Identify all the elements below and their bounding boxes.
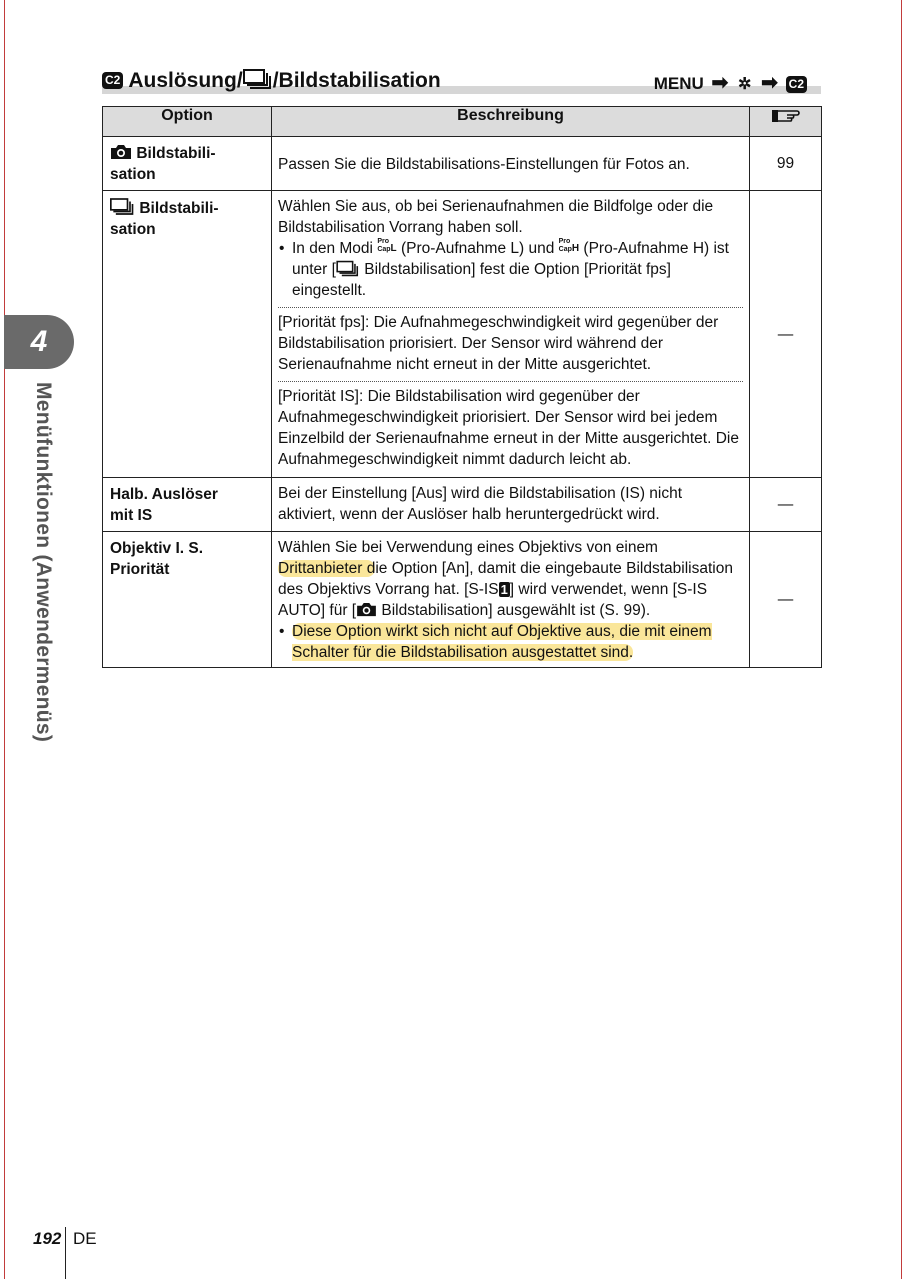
bullet-text-c: (Pro-Aufnahme H) ist unter [ <box>292 240 729 278</box>
table-row <box>103 137 822 191</box>
option-cell <box>103 478 272 532</box>
chapter-number-tab: 4 <box>4 315 74 369</box>
s-is-1-badge: 1 <box>500 582 508 597</box>
pointing-hand-icon <box>771 107 801 125</box>
page-edge-left <box>4 0 5 1279</box>
burst-icon <box>243 68 273 90</box>
header-description: Beschreibung <box>272 107 750 137</box>
description-intro: Wählen Sie aus, ob bei Serienaufnahmen die Bildfolge oder die Bildstabilisation Vorrang haben soll. <box>278 198 714 236</box>
option-line-2: Priorität <box>110 561 170 578</box>
section-title <box>102 68 441 93</box>
option-cell <box>103 137 272 191</box>
desc-part-d: Bildstabilisation] ausgewählt ist (S. 99). <box>377 602 651 619</box>
header-option: Option <box>103 107 272 137</box>
option-cell <box>103 532 272 668</box>
option-line-2: mit IS <box>110 507 153 524</box>
reference-cell: — <box>750 478 822 532</box>
reference-cell: — <box>750 532 822 668</box>
gear-icon: ✲ <box>738 76 752 93</box>
desc-part-a: Wählen Sie bei Verwendung eines Objektivs von einem <box>278 539 658 556</box>
section-header <box>102 66 821 94</box>
language-code: DE <box>73 1229 97 1248</box>
page-number-value: 192 <box>33 1229 62 1248</box>
page-number <box>33 1229 61 1249</box>
table-header-row <box>103 107 822 137</box>
table-row <box>103 532 822 668</box>
option-line-1: Halb. Auslöser <box>110 486 218 503</box>
desc-part-c: ] wird verwendet, wenn [S-IS AUTO] für [ <box>278 581 708 619</box>
title-part-2: /Bildstabilisation <box>272 69 441 92</box>
arrow-right-icon: ➡ <box>761 72 778 94</box>
procap-l-sup: Pro <box>377 238 389 245</box>
description-cell <box>272 191 750 478</box>
menu-c2-badge: C2 <box>786 76 807 93</box>
burst-icon <box>110 197 135 216</box>
is-priority-text: [Priorität IS]: Die Bildstabilisation wird gegenüber der Aufnahmegeschwindigkeit priorisiert. Der Sensor wird bei jedem Einzelbild der Serienaufnahme erneut in der Mitte ausgerichtet. Die Aufnahmegeschwindigkeit nimmt dadurch leicht ab. <box>278 381 743 470</box>
header-reference <box>750 107 822 137</box>
page-edge-right <box>901 0 902 1279</box>
settings-table <box>102 106 822 668</box>
procap-l-main: Cap <box>377 246 391 253</box>
description-cell <box>272 532 750 668</box>
reference-cell: — <box>750 191 822 478</box>
menu-path <box>654 70 807 95</box>
title-part-1: Auslösung/ <box>128 69 243 92</box>
mode-bullet <box>278 238 743 301</box>
desc-part-b: ie Option [An], damit die eingebaute Bildstabilisation des Objektivs Vorrang hat. [S-IS <box>278 560 733 598</box>
table-row <box>103 478 822 532</box>
option-line-1: Bildstabili- <box>136 145 216 162</box>
chapter-title-vertical: Menüfunktionen (Anwendermenüs) <box>32 382 55 743</box>
procap-h-main: Cap <box>558 246 572 253</box>
option-cell <box>103 191 272 478</box>
table-row <box>103 191 822 478</box>
procap-h-sup: Pro <box>558 238 571 245</box>
procap-h-sub: H <box>571 243 580 254</box>
bullet-text-d: Bildstabilisation] fest die Option [Priorität fps] eingestellt. <box>292 261 671 299</box>
switch-bullet <box>278 621 743 663</box>
arrow-right-icon: ➡ <box>711 72 729 94</box>
bullet-text-a: In den Modi <box>292 240 373 257</box>
reference-cell: 99 <box>750 137 822 191</box>
footer-separator <box>65 1227 66 1279</box>
camera-icon <box>110 144 132 160</box>
c2-badge: C2 <box>102 72 123 89</box>
option-line-1: Objektiv I. S. <box>110 540 204 557</box>
description-cell <box>272 137 750 191</box>
camera-icon <box>356 602 377 617</box>
option-line-2: sation <box>110 221 156 238</box>
menu-label: MENU <box>653 74 704 93</box>
fps-priority-text: [Priorität fps]: Die Aufnahmegeschwindigkeit wird gegenüber der Bildstabilisation priorisiert. Der Sensor wird während der Serienaufnahme nicht erneut in der Mitte ausgerichtet. <box>278 307 743 375</box>
description-text <box>278 537 743 621</box>
procap-l-icon <box>377 238 396 253</box>
option-line-1: Bildstabili- <box>139 200 219 217</box>
bullet-text-b: (Pro-Aufnahme L) und <box>400 240 555 257</box>
procap-h-icon <box>559 238 579 253</box>
highlight-switch-note: Diese Option wirkt sich nicht auf Objektive aus, die mit einem Schalter für die Bildstabilisation ausgestattet sind. <box>292 623 712 661</box>
procap-l-sub: L <box>390 243 397 254</box>
description-cell <box>272 478 750 532</box>
description-text: Passen Sie die Bildstabilisations-Einstellungen für Fotos an. <box>278 155 690 173</box>
description-text: Bei der Einstellung [Aus] wird die Bildstabilisation (IS) nicht aktiviert, wenn der Auslöser halb heruntergedrückt wird. <box>278 485 683 523</box>
burst-icon <box>336 260 360 277</box>
option-line-2: sation <box>110 166 156 183</box>
highlight-drittanbieter: Drittanbieter d <box>278 560 376 577</box>
